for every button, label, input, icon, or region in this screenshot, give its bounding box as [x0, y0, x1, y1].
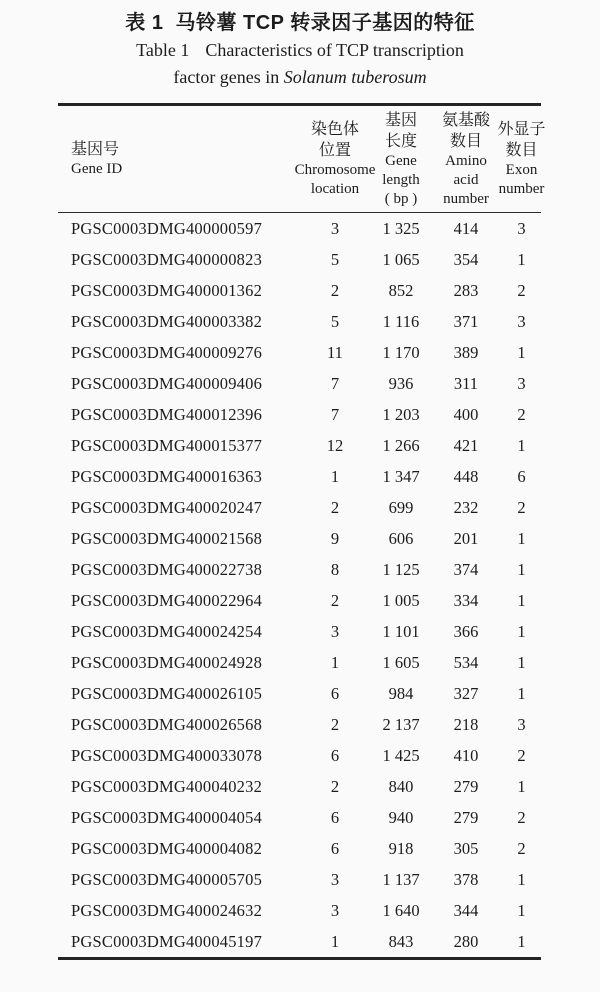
table-row: [58, 275, 541, 306]
gene-id-cell: PGSC0003DMG400021568: [71, 528, 263, 548]
table-row: [58, 306, 541, 337]
gene-id-cell: PGSC0003DMG400022738: [71, 559, 263, 579]
exon-number-cell: 1: [517, 590, 526, 610]
chromosome-location-cell: 3: [330, 869, 340, 889]
exon-number-cell: 1: [517, 621, 526, 641]
gene-id-cell: PGSC0003DMG400045197: [71, 931, 263, 951]
gene-id-cell: PGSC0003DMG400033078: [71, 745, 263, 765]
gene-id-cell: PGSC0003DMG400024928: [71, 652, 263, 672]
exon-number-cell: 1: [517, 776, 526, 796]
gene-length-cell: 918: [388, 838, 414, 858]
exon-number-cell: 1: [517, 249, 526, 269]
gene-length-cell: 1 640: [382, 900, 420, 920]
gene-length-cell: 1 170: [382, 342, 420, 362]
header-exon-number: [497, 119, 546, 199]
header-amino-en1: Amino: [445, 152, 487, 169]
table-row: [58, 616, 541, 647]
exon-number-cell: 2: [517, 404, 526, 424]
gene-characteristics-table: [58, 103, 546, 960]
amino-acid-number-cell: 279: [453, 807, 479, 827]
chromosome-location-cell: 5: [330, 311, 340, 331]
table-header-row: [58, 103, 546, 213]
species-name: Solanum tuberosum: [283, 67, 427, 87]
amino-acid-number-cell: 232: [453, 497, 479, 517]
amino-acid-number-cell: 344: [453, 900, 479, 920]
header-chromosome-location: [294, 119, 376, 199]
chromosome-location-cell: 3: [330, 621, 340, 641]
chromosome-location-cell: 11: [327, 342, 343, 362]
amino-acid-number-cell: 283: [453, 280, 479, 300]
table-row: [58, 709, 541, 740]
gene-length-cell: 940: [388, 807, 414, 827]
chromosome-location-cell: 8: [330, 559, 340, 579]
chromosome-location-cell: 2: [330, 280, 340, 300]
chromosome-location-cell: 6: [330, 838, 340, 858]
gene-id-cell: PGSC0003DMG400026568: [71, 714, 263, 734]
gene-id-cell: PGSC0003DMG400016363: [71, 466, 263, 486]
header-chromosome-zh2: 位置: [318, 142, 351, 159]
gene-length-cell: 1 605: [382, 652, 420, 672]
gene-id-cell: PGSC0003DMG400024632: [71, 900, 263, 920]
gene-id-cell: PGSC0003DMG400004054: [71, 807, 263, 827]
table-caption: [0, 0, 600, 91]
amino-acid-number-cell: 354: [453, 249, 479, 269]
table-row: [58, 647, 541, 678]
title-chinese: [0, 9, 600, 37]
chromosome-location-cell: 7: [330, 373, 340, 393]
chromosome-location-cell: 6: [330, 683, 340, 703]
gene-length-cell: 852: [388, 280, 414, 300]
chromosome-location-cell: 6: [330, 807, 340, 827]
table-row: [58, 337, 541, 368]
gene-length-cell: 1 005: [382, 590, 420, 610]
chromosome-location-cell: 3: [330, 900, 340, 920]
gene-id-cell: PGSC0003DMG400026105: [71, 683, 263, 703]
exon-number-cell: 2: [517, 745, 526, 765]
exon-number-cell: 2: [517, 838, 526, 858]
header-exon-zh2: 数目: [505, 142, 538, 159]
header-amino-en2: acid: [453, 171, 479, 188]
table-row: [58, 678, 541, 709]
exon-number-cell: 2: [517, 497, 526, 517]
chromosome-location-cell: 6: [330, 745, 340, 765]
title-english-line2: [0, 64, 600, 91]
amino-acid-number-cell: 378: [453, 869, 479, 889]
gene-id-cell: PGSC0003DMG400001362: [71, 280, 263, 300]
gene-length-cell: 1 347: [382, 466, 420, 486]
exon-number-cell: 6: [517, 466, 526, 486]
gene-id-cell: PGSC0003DMG400020247: [71, 497, 263, 517]
gene-id-cell: PGSC0003DMG400022964: [71, 590, 263, 610]
amino-acid-number-cell: 448: [453, 466, 479, 486]
gene-id-cell: PGSC0003DMG400024254: [71, 621, 263, 641]
amino-acid-number-cell: 327: [453, 683, 479, 703]
gene-id-cell: PGSC0003DMG400004082: [71, 838, 263, 858]
exon-number-cell: 1: [517, 559, 526, 579]
chromosome-location-cell: 2: [330, 714, 340, 734]
exon-number-cell: 1: [517, 652, 526, 672]
table-row: [58, 833, 541, 864]
exon-number-cell: 1: [517, 342, 526, 362]
chromosome-location-cell: 2: [330, 497, 340, 517]
exon-number-cell: 1: [517, 435, 526, 455]
header-exon-en1: Exon: [505, 162, 538, 178]
header-amino-acid-number: [430, 110, 502, 209]
title-en-line2-text: factor genes in: [173, 67, 280, 87]
exon-number-cell: 1: [517, 683, 526, 703]
exon-number-cell: 3: [517, 218, 526, 238]
header-exon-en2: number: [498, 181, 545, 197]
exon-number-cell: 3: [517, 311, 526, 331]
amino-acid-number-cell: 311: [453, 373, 479, 393]
title-english-line1: [0, 37, 600, 64]
header-gene-length-en2: length: [382, 171, 420, 188]
header-gene-length-zh1: 基因: [384, 111, 417, 129]
header-gene-id-zh: 基因号: [71, 141, 120, 158]
gene-length-cell: 1 125: [382, 559, 420, 579]
title-en-label: Table 1: [136, 40, 190, 60]
chromosome-location-cell: 2: [330, 776, 340, 796]
amino-acid-number-cell: 534: [453, 652, 479, 672]
table-row: [58, 430, 541, 461]
header-gene-length: [372, 110, 430, 209]
amino-acid-number-cell: 366: [453, 621, 479, 641]
table-row: [58, 585, 541, 616]
chromosome-location-cell: 5: [330, 249, 340, 269]
gene-id-cell: PGSC0003DMG400040232: [71, 776, 263, 796]
gene-length-cell: 699: [388, 497, 414, 517]
table-row: [58, 461, 541, 492]
gene-length-cell: 606: [388, 528, 414, 548]
gene-id-cell: PGSC0003DMG400015377: [71, 435, 263, 455]
table-row: [58, 554, 541, 585]
exon-number-cell: 1: [517, 869, 526, 889]
header-amino-zh2: 数目: [449, 132, 482, 150]
table-row: [58, 399, 541, 430]
gene-length-cell: 984: [388, 683, 414, 703]
table-body: [58, 213, 541, 960]
chromosome-location-cell: 12: [326, 435, 344, 455]
table-row: [58, 368, 541, 399]
gene-length-cell: 2 137: [382, 714, 420, 734]
amino-acid-number-cell: 410: [453, 745, 479, 765]
header-gene-id: [58, 139, 298, 179]
exon-number-cell: 1: [517, 528, 526, 548]
chromosome-location-cell: 2: [330, 590, 340, 610]
header-gene-length-zh2: 长度: [384, 132, 417, 150]
amino-acid-number-cell: 414: [453, 218, 479, 238]
amino-acid-number-cell: 279: [453, 776, 479, 796]
table-row: [58, 802, 541, 833]
gene-length-cell: 1 425: [382, 745, 420, 765]
header-chromosome-en1: Chromosome: [294, 162, 376, 178]
gene-length-cell: 1 065: [382, 249, 420, 269]
amino-acid-number-cell: 218: [453, 714, 479, 734]
gene-length-cell: 1 203: [382, 404, 420, 424]
amino-acid-number-cell: 374: [453, 559, 479, 579]
gene-id-cell: PGSC0003DMG400012396: [71, 404, 263, 424]
chromosome-location-cell: 7: [330, 404, 340, 424]
gene-length-cell: 1 325: [382, 218, 420, 238]
gene-length-cell: 1 101: [382, 621, 420, 641]
chromosome-location-cell: 9: [330, 528, 340, 548]
chromosome-location-cell: 3: [330, 218, 340, 238]
title-zh-text: 马铃薯 TCP 转录因子基因的特征: [175, 12, 475, 34]
exon-number-cell: 3: [517, 373, 526, 393]
header-amino-en3: number: [443, 190, 489, 207]
exon-number-cell: 1: [517, 900, 526, 920]
table-row: [58, 244, 541, 275]
gene-id-cell: PGSC0003DMG400009276: [71, 342, 263, 362]
title-en-text: Characteristics of TCP transcription: [205, 40, 464, 60]
amino-acid-number-cell: 421: [453, 435, 479, 455]
amino-acid-number-cell: 280: [453, 931, 479, 951]
chromosome-location-cell: 1: [330, 466, 340, 486]
header-amino-zh1: 氨基酸: [441, 111, 490, 129]
amino-acid-number-cell: 334: [453, 590, 479, 610]
header-chromosome-en2: location: [310, 181, 360, 197]
table-row: [58, 213, 541, 244]
table-row: [58, 523, 541, 554]
chromosome-location-cell: 1: [330, 652, 340, 672]
table-row: [58, 771, 541, 802]
exon-number-cell: 3: [517, 714, 526, 734]
gene-length-cell: 843: [388, 931, 414, 951]
exon-number-cell: 2: [517, 807, 526, 827]
table-row: [58, 864, 541, 895]
title-zh-label: 表 1: [125, 12, 164, 34]
header-gene-length-unit: ( bp ): [384, 190, 418, 207]
gene-id-cell: PGSC0003DMG400009406: [71, 373, 263, 393]
gene-id-cell: PGSC0003DMG400005705: [71, 869, 263, 889]
table-row: [58, 895, 541, 926]
amino-acid-number-cell: 371: [453, 311, 479, 331]
table-row: [58, 492, 541, 523]
gene-id-cell: PGSC0003DMG400003382: [71, 311, 263, 331]
gene-length-cell: 936: [388, 373, 414, 393]
gene-length-cell: 1 266: [382, 435, 420, 455]
amino-acid-number-cell: 400: [453, 404, 479, 424]
gene-length-cell: 840: [388, 776, 414, 796]
gene-length-cell: 1 116: [382, 311, 420, 331]
header-chromosome-zh1: 染色体: [310, 121, 359, 138]
gene-id-cell: PGSC0003DMG400000597: [71, 218, 263, 238]
table-row: [58, 926, 541, 957]
exon-number-cell: 2: [517, 280, 526, 300]
gene-id-cell: PGSC0003DMG400000823: [71, 249, 263, 269]
amino-acid-number-cell: 305: [453, 838, 479, 858]
table-row: [58, 740, 541, 771]
header-gene-length-en1: Gene: [385, 152, 417, 169]
exon-number-cell: 1: [517, 931, 526, 951]
header-gene-id-en: Gene ID: [71, 161, 123, 177]
gene-length-cell: 1 137: [382, 869, 420, 889]
amino-acid-number-cell: 201: [453, 528, 479, 548]
amino-acid-number-cell: 389: [453, 342, 479, 362]
header-exon-zh1: 外显子: [497, 121, 546, 138]
chromosome-location-cell: 1: [330, 931, 340, 951]
